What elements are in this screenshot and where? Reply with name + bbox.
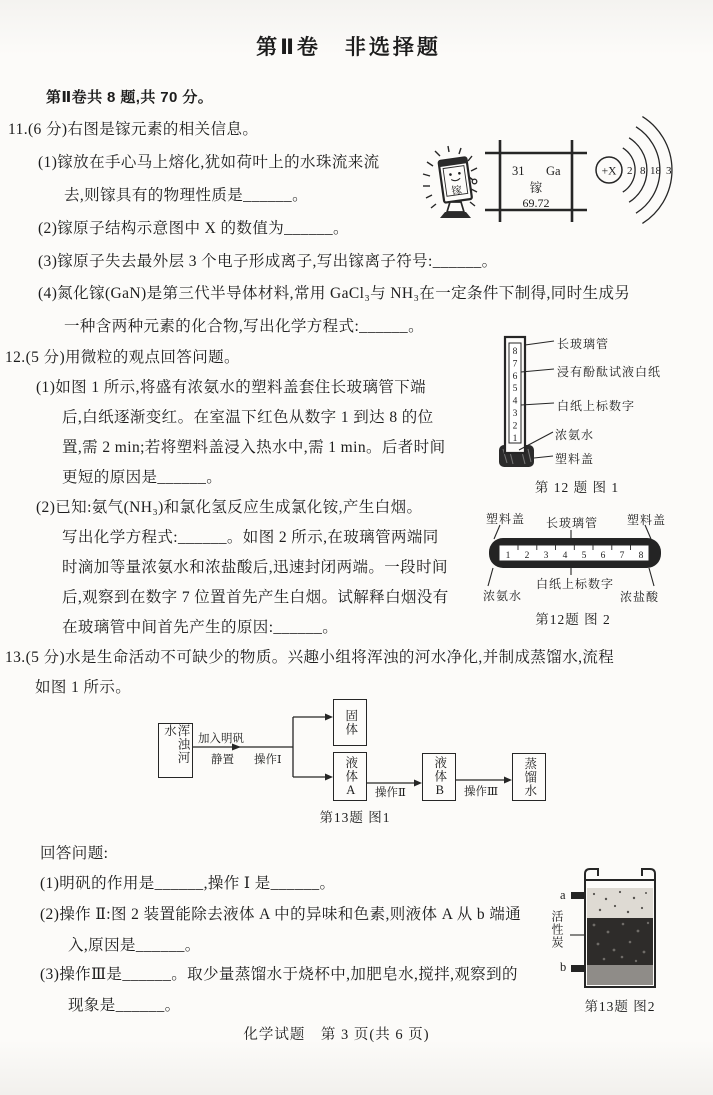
q12-item2-line3: 时滴加等量浓氨水和浓盐酸后,迅速封闭两端。一段时间: [62, 559, 448, 576]
svg-text:1: 1: [512, 433, 518, 444]
svg-text:7: 7: [619, 551, 625, 561]
fig2-label-cap-right: 塑料盖: [627, 513, 667, 527]
carbon-column-apparatus: [548, 862, 680, 994]
q13-answer1: (1)明矾的作用是______,操作 Ⅰ 是______。: [40, 875, 336, 892]
q13-answer2-line2: 入,原因是______。: [68, 937, 201, 954]
svg-text:2: 2: [524, 551, 530, 561]
q11-item1-line1: (1)镓放在手心马上熔化,犹如荷叶上的水珠流来流: [38, 154, 380, 171]
element-name: 镓: [529, 181, 543, 195]
svg-text:1: 1: [505, 551, 511, 561]
q11-item1-line2: 去,则镓具有的物理性质是______。: [64, 187, 308, 204]
fig2-label-digits: 白纸上标数字: [536, 577, 615, 591]
svg-text:7: 7: [512, 359, 518, 370]
section-intro: 第Ⅱ卷共 8 题,共 70 分。: [46, 89, 214, 106]
fig2-label-ammonia: 浓氨水: [483, 589, 523, 603]
fig2-label-cap-left: 塑料盖: [486, 512, 526, 526]
svg-text:4: 4: [512, 396, 518, 407]
q11-stem: 11.(6 分)右图是镓元素的相关信息。: [8, 121, 259, 138]
q11-item3: (3)镓原子失去最外层 3 个电子形成离子,写出镓离子符号:______。: [38, 253, 498, 270]
q13-answer3-line2: 现象是______。: [68, 997, 181, 1014]
flow-edge-op3: 操作Ⅲ: [464, 786, 499, 798]
shell-3-count: 18: [650, 165, 661, 177]
fig1-label-ammonia: 浓氨水: [555, 428, 595, 442]
q13-answer3-line1: (3)操作Ⅲ是______。取少量蒸馏水于烧杯中,加肥皂水,搅拌,观察到的: [40, 966, 518, 983]
flow-node-solid: 固体: [333, 699, 367, 746]
svg-text:5: 5: [581, 551, 587, 561]
column-layers: [587, 888, 653, 985]
fig2-caption: 第12题 图 2: [535, 612, 611, 627]
atomic-mass: 69.72: [522, 196, 550, 210]
flow-edge-alum: 加入明矾: [198, 733, 244, 745]
q12-stem: 12.(5 分)用微粒的观点回答问题。: [5, 349, 240, 366]
flow-node-liquid-b: 液体B: [422, 753, 456, 801]
port-b-label: b: [560, 960, 568, 974]
q12-item1-line4: 更短的原因是______。: [62, 469, 223, 486]
element-symbol: Ga: [546, 164, 561, 178]
q13-answer2-line1: (2)操作 Ⅱ:图 2 装置能除去液体 A 中的异味和色素,则液体 A 从 b 端通: [40, 906, 522, 923]
q12-item2-line2: 写出化学方程式:______。如图 2 所示,在玻璃管两端同: [62, 529, 439, 546]
column-ports: [571, 892, 585, 972]
flow-node-liquid-a: 液体A: [333, 752, 367, 801]
fig1-label-cap: 塑料盖: [555, 452, 595, 466]
svg-text:8: 8: [512, 347, 518, 357]
nucleus-label: +X: [601, 165, 617, 178]
q12-item2-line4: 后,观察到在数字 7 位置首先产生白烟。试解释白烟没有: [62, 589, 449, 606]
q12-item1-line3: 置,需 2 min;若将塑料盖浸入热水中,需 1 min。后者时间: [62, 439, 446, 456]
shell-1-count: 2: [627, 165, 633, 177]
q13-stem-line1: 13.(5 分)水是生命活动不可缺少的物质。兴趣小组将浑浊的河水净化,并制成蒸馏水,流程: [5, 649, 615, 666]
fig1-caption: 第 12 题 图 1: [534, 480, 620, 495]
flow-edge-op1: 操作Ⅰ: [254, 754, 282, 766]
svg-text:3: 3: [543, 551, 549, 561]
mascot-character: 镓: [450, 185, 463, 198]
atomic-structure-diagram: [596, 117, 672, 224]
fig1-label-paper: 浸有酚酞试液白纸: [557, 365, 662, 379]
periodic-table-cell: [485, 140, 587, 222]
gallium-mascot-icon: [438, 157, 476, 218]
svg-text:3: 3: [512, 409, 518, 419]
q11-item4-line2: 一种含两种元素的化合物,写出化学方程式:______。: [64, 318, 424, 335]
shell-4-count: 3: [666, 165, 672, 177]
svg-text:6: 6: [600, 551, 606, 561]
q11-item2: (2)镓原子结构示意图中 X 的数值为______。: [38, 220, 349, 237]
svg-text:5: 5: [512, 384, 518, 395]
q11-item4-line1: (4)氮化镓(GaN)是第三代半导体材料,常用 GaCl₃与 NH₃在一定条件下制得,同时生成另: [38, 285, 631, 302]
fig1-label-tube: 长玻璃管: [557, 337, 610, 351]
svg-text:6: 6: [512, 371, 518, 382]
page-footer: 化学试题 第 3 页(共 6 页): [243, 1027, 430, 1043]
q12-item1-line1: (1)如图 1 所示,将盛有浓氨水的塑料盖套住长玻璃管下端: [36, 379, 427, 396]
flow-node-river: 浑浊河水: [158, 723, 193, 778]
svg-text:8: 8: [638, 551, 644, 561]
fig2-label-acid: 浓盐酸: [620, 590, 660, 604]
flow-edge-op2: 操作Ⅱ: [375, 787, 406, 799]
fig13-1-caption: 第13题 图1: [319, 810, 391, 825]
shell-2-count: 8: [640, 165, 646, 177]
fig2-label-tube: 长玻璃管: [546, 516, 599, 530]
svg-text:2: 2: [512, 421, 518, 432]
port-a-label: a: [560, 888, 567, 902]
carbon-label: 活性炭: [550, 910, 564, 949]
page-title: 第Ⅱ卷 非选择题: [256, 36, 441, 59]
fig13-2-caption: 第13题 图2: [584, 999, 656, 1014]
fig1-label-digits: 白纸上标数字: [557, 399, 636, 413]
arrowheads: [232, 714, 512, 787]
flow-node-distilled: 蒸馏水: [512, 753, 546, 801]
atomic-number: 31: [512, 164, 525, 178]
q13-answer-header: 回答问题:: [40, 845, 109, 862]
svg-text:4: 4: [562, 551, 568, 561]
q12-item2-line5: 在玻璃管中间首先产生的原因:______。: [62, 619, 339, 636]
q13-stem-line2: 如图 1 所示。: [35, 679, 132, 696]
gallium-info-figure: [415, 118, 713, 240]
q12-item1-line2: 后,白纸逐渐变红。在室温下红色从数字 1 到达 8 的位: [62, 409, 434, 426]
flow-edge-settle: 静置: [211, 754, 234, 766]
q12-item2-line1: (2)已知:氨气(NH₃)和氯化氢反应生成氯化铵,产生白烟。: [36, 499, 423, 516]
